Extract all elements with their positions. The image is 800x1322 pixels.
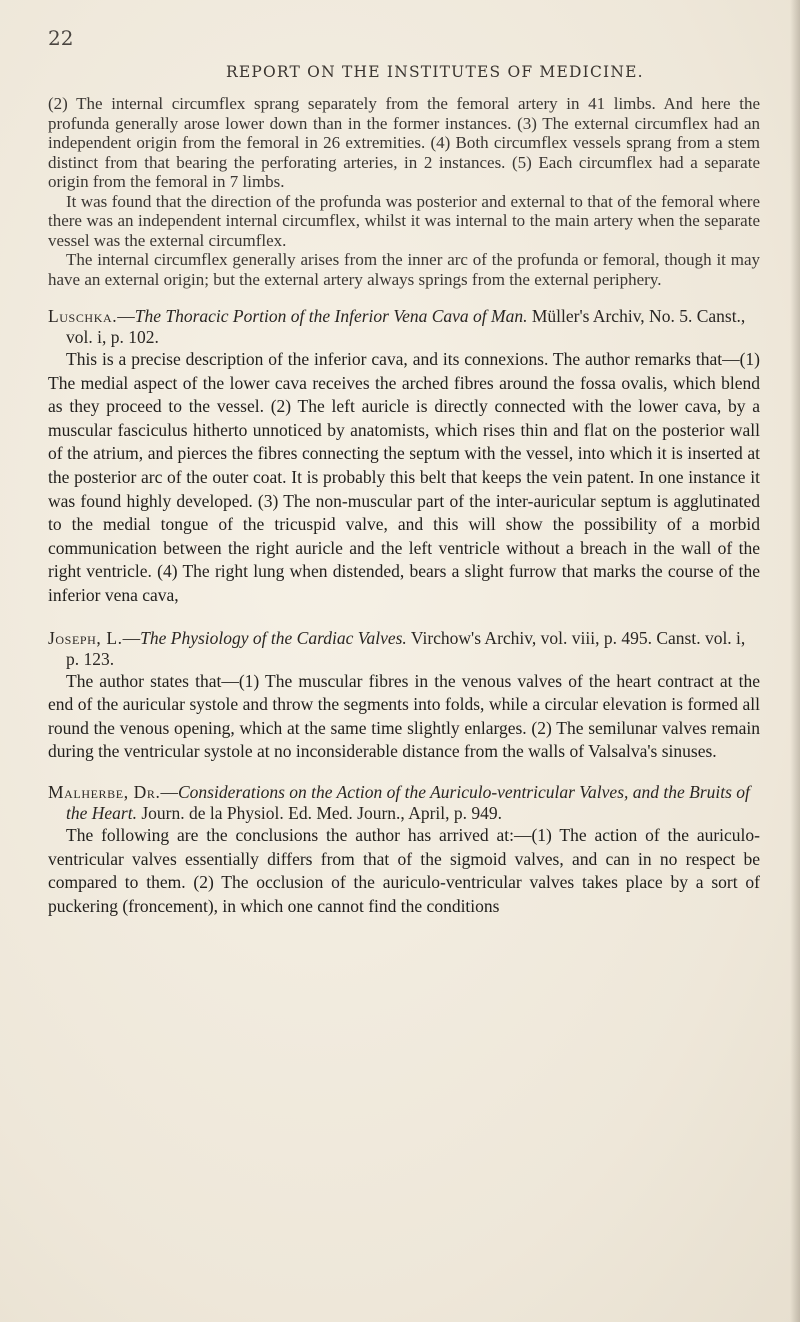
running-head: REPORT ON THE INSTITUTES OF MEDICINE. <box>226 63 644 81</box>
entry-text: This is a precise description of the inferior cava, and its connexions. The author remarks that—(1) The medial aspect of the lower cava receives the arched fibres around the fossa ovalis, which blend as they proceed to the vessel. (2) The left auricle is directly connected with the lower cava, by a muscular fasciculus hitherto unnoticed by anatomists, which rises thin and flat on the posterior wall of the atrium, and pierces the fibres connecting the septum with the vessel, into which it is inserted at the posterior arc of the outer coat. It is probably this belt that keeps the vein patent. In one instance it was found highly developed. (3) The non-muscular part of the inter-auricular septum is agglutinated to the medial tongue of the tricuspid valve, and this will show the possibility of a morbid communication between the right auricle and the left ventricle without a breach in the wall of the right ventricle. (4) The right lung when distended, bears a slight furrow that marks the course of the inferior vena cava, <box>48 349 760 605</box>
entry-luschka <box>48 306 760 608</box>
page-number: 22 <box>48 26 74 50</box>
page-edge-shadow <box>790 0 800 1322</box>
entry-joseph <box>48 628 760 764</box>
entry-heading: Malherbe, Dr.—Considerations on the Action of the Auriculo-ventricular Valves, and the Bruits of the Heart. Journ. de la Physiol. Ed. Med. Journ., April, p. 949. <box>48 781 750 823</box>
intro-paragraph-3: The internal circumflex generally arises from the inner arc of the profunda or femoral, though it may have an external origin; but the external artery always springs from the external periphery. <box>48 250 760 289</box>
entry-malherbe <box>48 782 760 918</box>
entry-citation: Journ. de la Physiol. Ed. Med. Journ., April, p. 949. <box>141 802 503 823</box>
entry-author: Joseph, L. <box>48 627 123 648</box>
entry-title: Considerations on the Action of the Auriculo-ventricular Valves, and the Bruits of the Heart. <box>66 781 750 823</box>
entry-author: Luschka. <box>48 306 118 326</box>
entry-heading: Luschka.—The Thoracic Portion of the Inferior Vena Cava of Man. Müller's Archiv, No. 5. Canst., vol. i, p. 102. <box>48 306 746 347</box>
entry-title: The Physiology of the Cardiac Valves. <box>140 627 407 648</box>
intro-paragraph-1: (2) The internal circumflex sprang separately from the femoral artery in 41 limbs. And here the profunda generally arose lower down than in the former instances. (3) The external circumflex had an independent origin from the femoral in 26 extremities. (4) Both circumflex vessels sprang from a stem distinct from that bearing the perforating arteries, in 2 instances. (5) Each circumflex had a separate origin from the femoral in 7 limbs. <box>48 94 760 191</box>
entry-heading: Joseph, L.—The Physiology of the Cardiac Valves. Virchow's Archiv, vol. viii, p. 495. Canst. vol. i, p. 123. <box>48 627 746 669</box>
intro-paragraph-2: It was found that the direction of the profunda was posterior and external to that of the femoral where there was an independent internal circumflex, whilst it was internal to the main artery when the separate vessel was the external circumflex. <box>48 191 760 250</box>
page-content <box>48 94 760 918</box>
entry-citation: Virchow's Archiv, vol. viii, p. 495. Canst. vol. i, p. 123. <box>66 627 746 669</box>
entry-author: Malherbe, Dr. <box>48 781 161 802</box>
entry-text: The author states that—(1) The muscular fibres in the venous valves of the heart contract at the end of the auricular systole and throw the segments into folds, while a circular elevation is formed all round the venous opening, which at the same time slightly enlarges. (2) The semilunar valves remain during the ventricular systole at no inconsiderable distance from the walls of Valsalva's sinuses. <box>48 670 760 762</box>
entry-citation: Müller's Archiv, No. 5. Canst., vol. i, p. 102. <box>66 306 746 347</box>
entry-title: The Thoracic Portion of the Inferior Vena Cava of Man. <box>134 306 528 326</box>
entry-text: The following are the conclusions the author has arrived at:—(1) The action of the auriculo-ventricular valves essentially differs from that of the sigmoid valves, and can in no respect be compared to them. (2) The occlusion of the auriculo-ventricular valves takes place by a sort of puckering (froncement), in which one cannot find the conditions <box>48 824 760 916</box>
